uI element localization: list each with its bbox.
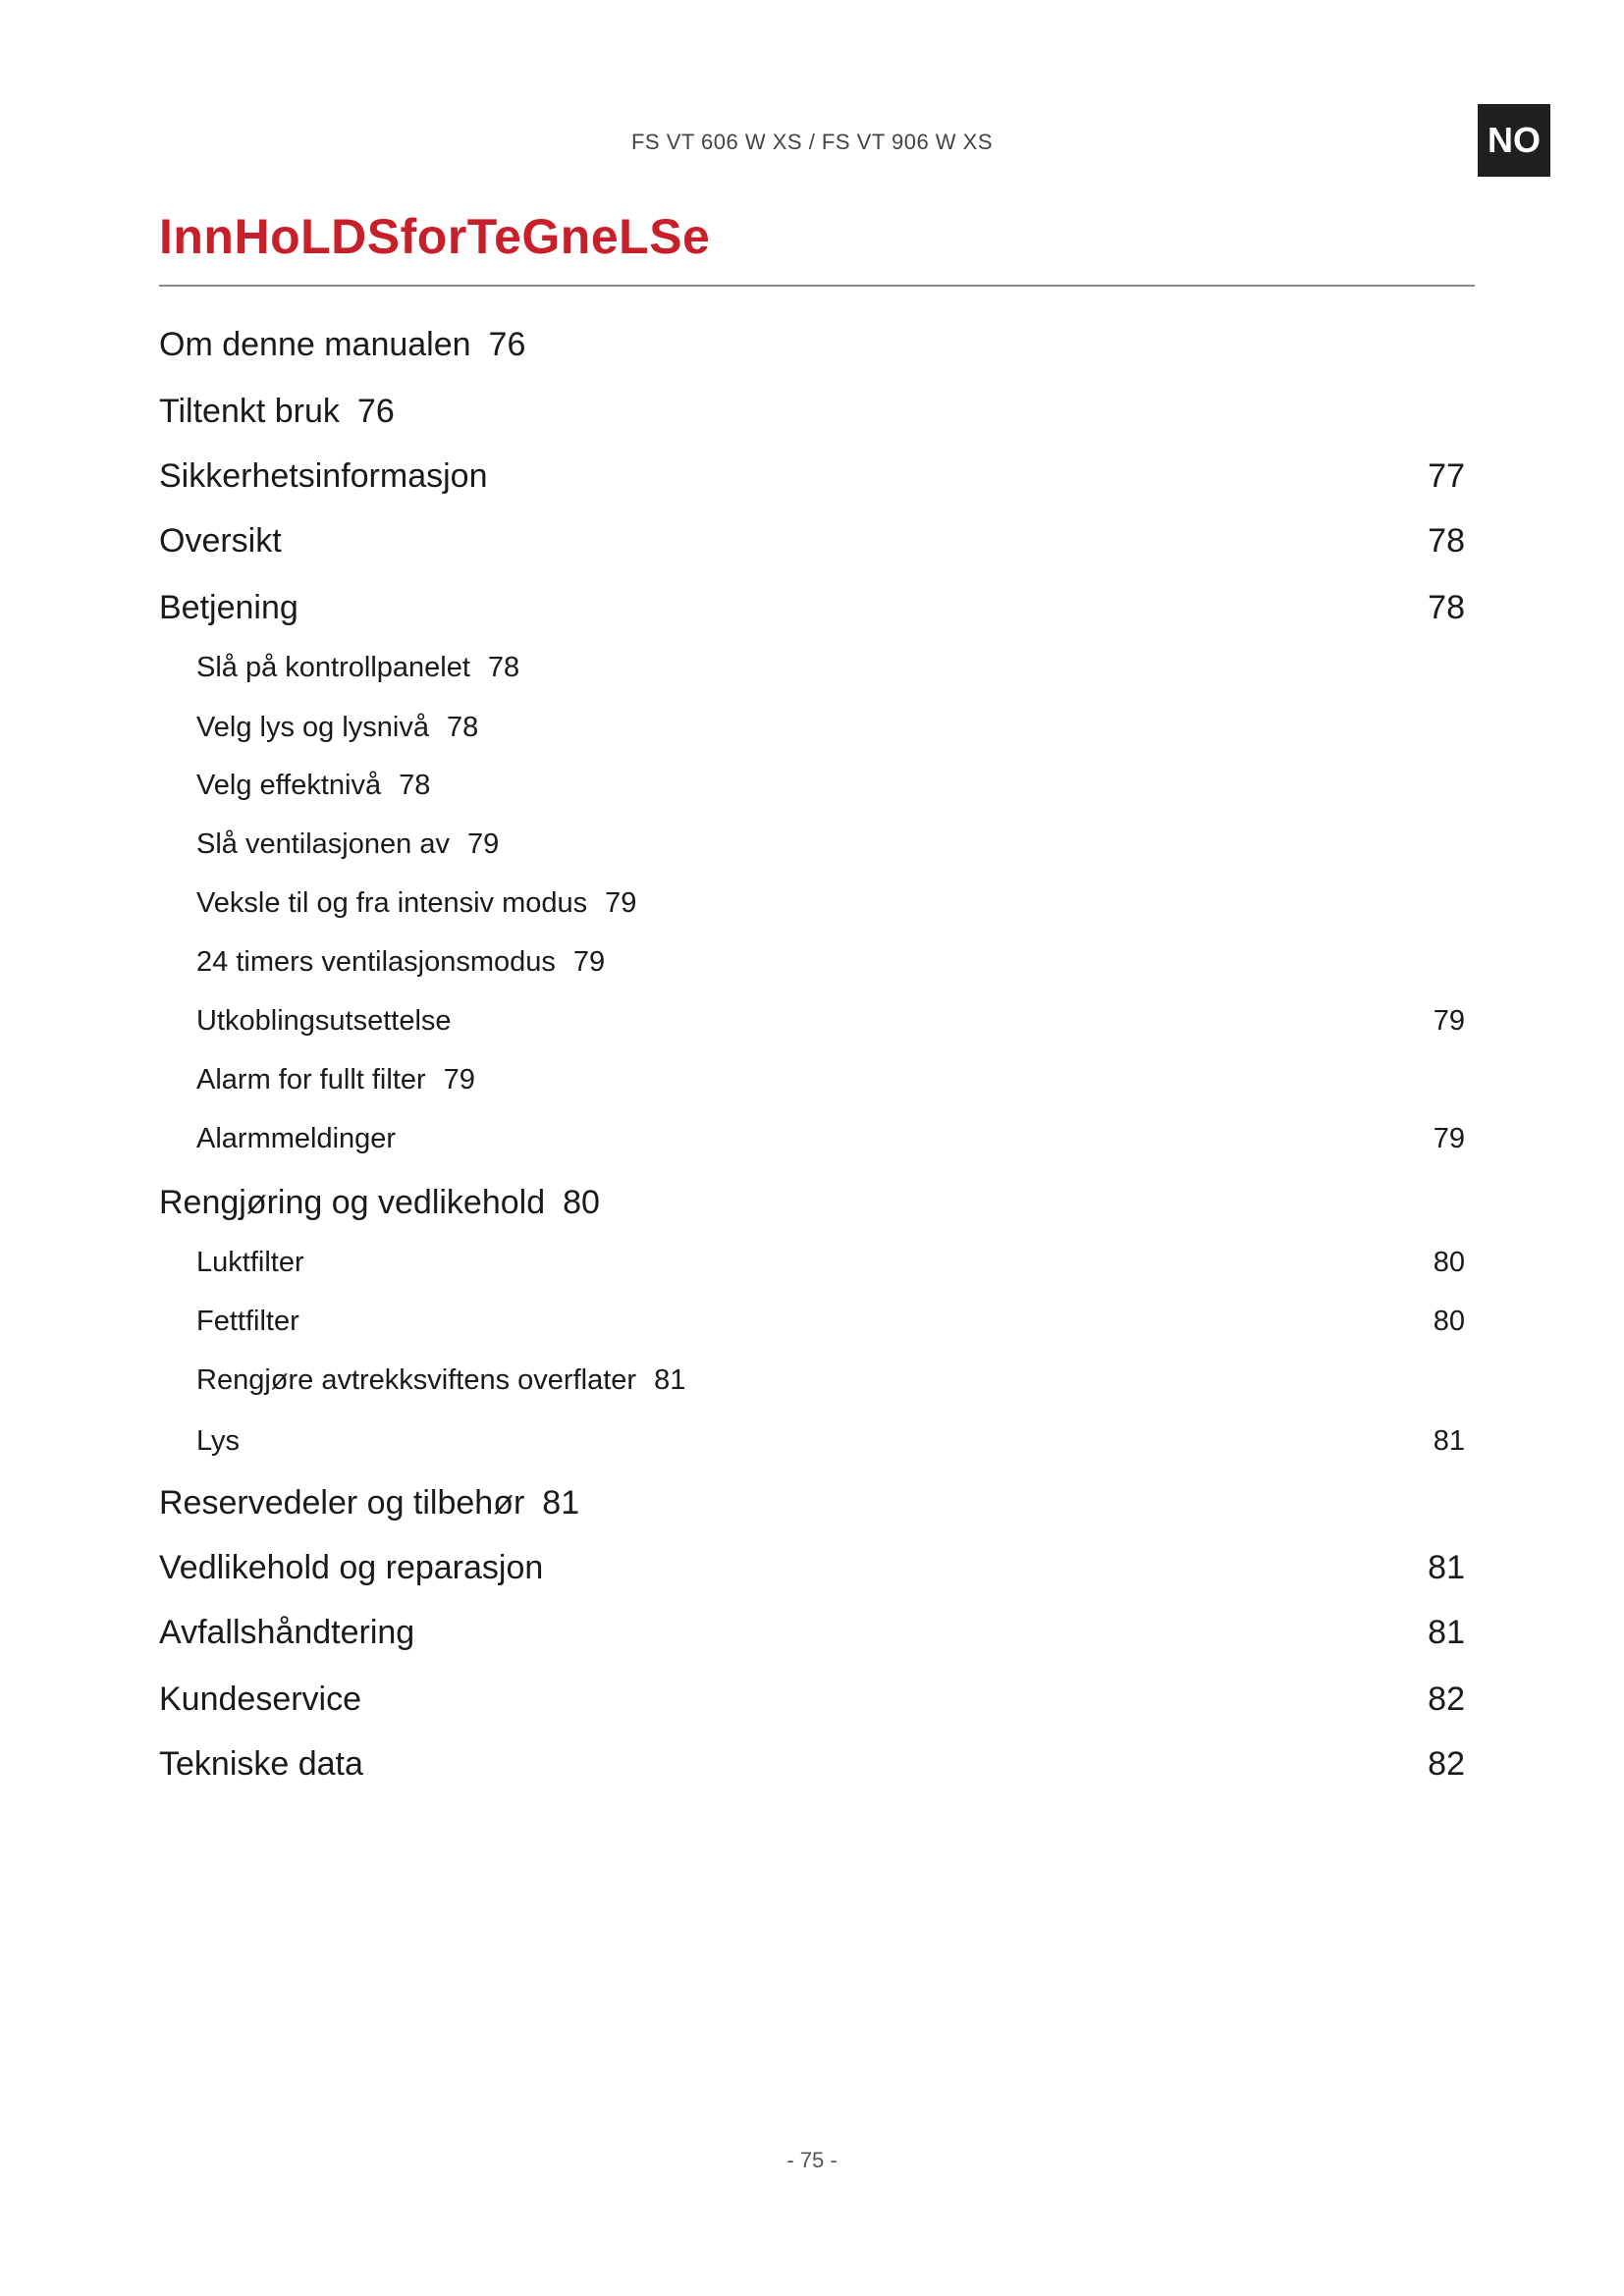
toc-entry-label: Lys [196, 1425, 241, 1457]
toc-entry-inline-page: 78 [487, 652, 520, 683]
toc-entry-label: Slå ventilasjonen av [196, 828, 450, 860]
toc-entry-page: 79 [1433, 1123, 1465, 1154]
toc-entry-label: Kundeservice [159, 1681, 362, 1718]
toc-entry-label: Velg lys og lysnivå [196, 712, 429, 743]
toc-entry-label: 24 timers ventilasjonsmodus [196, 946, 556, 978]
toc-entry-inline-page: 79 [572, 946, 606, 978]
toc-entry-label: Rengjøring og vedlikehold [159, 1184, 546, 1221]
toc-entry-label: Rengjøre avtrekksviftens overflater [196, 1364, 637, 1396]
toc-entry-label: Avfallshåndtering [159, 1614, 415, 1651]
toc-entry-label: Alarm for fullt filter [196, 1064, 426, 1095]
toc-entry-label: Tiltenkt bruk [159, 393, 340, 430]
toc-entry-label: Veksle til og fra intensiv modus [196, 887, 588, 919]
toc-entry-page: 82 [1428, 1745, 1465, 1783]
toc-entry-label: Tekniske data [159, 1745, 363, 1783]
toc-entry-label: Slå på kontrollpanelet [196, 652, 470, 683]
toc-entry-label: Alarmmeldinger [196, 1123, 397, 1154]
toc-entry-label: Reservedeler og tilbehør [159, 1484, 525, 1522]
toc-entry-inline-page: 81 [654, 1364, 686, 1396]
toc-entry-page: 81 [1428, 1549, 1465, 1586]
toc-entry-page: 77 [1428, 457, 1465, 495]
toc-entry-label: Vedlikehold og reparasjon [159, 1549, 544, 1586]
language-badge: NO [1478, 104, 1550, 177]
toc-entry-inline-page: 78 [399, 770, 431, 801]
document-header: FS VT 606 W XS / FS VT 906 W XS [630, 130, 994, 154]
page-number: - 75 - [786, 2148, 838, 2172]
toc-entry-label: Utkoblingsutsettelse [196, 1005, 452, 1037]
toc-entry-inline-page: 79 [443, 1064, 475, 1095]
toc-entry-page: 78 [1428, 522, 1465, 560]
toc-entry-label: Fettfilter [196, 1306, 299, 1337]
toc-entry-label: Luktfilter [196, 1247, 304, 1278]
toc-entry-label: Sikkerhetsinformasjon [159, 457, 488, 495]
toc-entry-page: 78 [1428, 589, 1465, 626]
page-title: InnHoLDSforTeGneLSe [159, 209, 711, 264]
toc-entry-label: Velg effektnivå [196, 770, 382, 801]
toc-entry-label: Betjening [159, 589, 298, 626]
toc-entry-page: 80 [1433, 1306, 1465, 1337]
toc-entry-label: Oversikt [159, 522, 282, 560]
toc-entry-inline-page: 80 [563, 1184, 600, 1221]
toc-entry-page: 81 [1433, 1425, 1465, 1457]
toc-entry-inline-page: 76 [488, 326, 526, 363]
toc-entry-page: 79 [1433, 1005, 1465, 1037]
toc-entry-page: 82 [1428, 1681, 1465, 1718]
toc-entry-label: Om denne manualen [159, 326, 471, 363]
toc-entry-inline-page: 78 [446, 712, 479, 743]
toc-entry-inline-page: 76 [356, 393, 395, 430]
toc-entry-page: 81 [1428, 1614, 1465, 1651]
toc-entry-inline-page: 81 [542, 1484, 580, 1522]
toc-entry-inline-page: 79 [466, 828, 500, 860]
toc-entry-page: 80 [1433, 1247, 1465, 1278]
toc-entry-inline-page: 79 [605, 887, 637, 919]
